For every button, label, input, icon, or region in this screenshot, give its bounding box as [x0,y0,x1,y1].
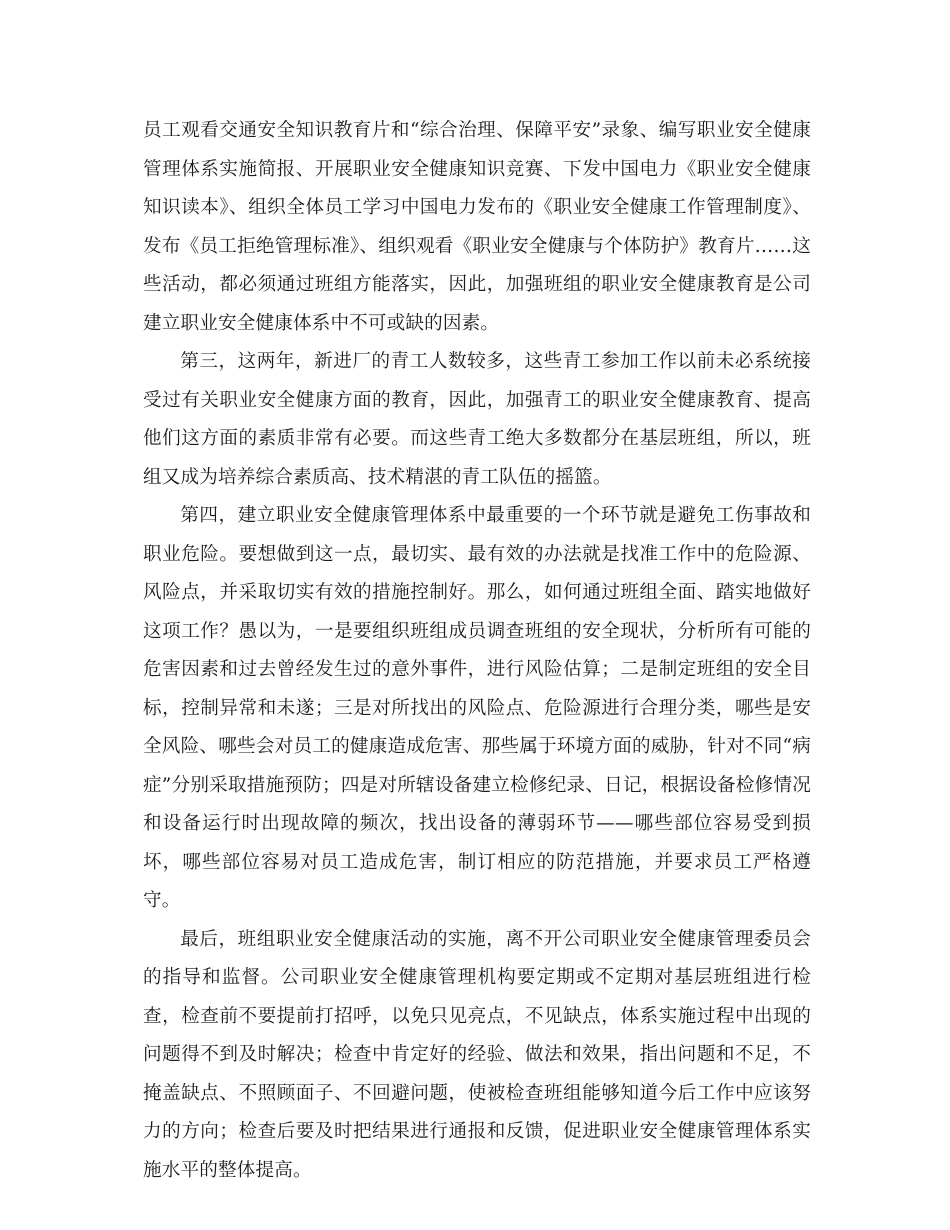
document-body [143,112,811,1190]
paragraph-continued: 员工观看交通安全知识教育片和“综合治理、保障平安”录象、编写职业安全健康管理体系实施简报、开展职业安全健康知识竞赛、下发中国电力《职业安全健康知识读本》、组织全体员工学习中国电力发布的《职业安全健康工作管理制度》、发布《员工拒绝管理标准》、组织观看《职业安全健康与个体防护》教育片……这些活动，都必须通过班组方能落实，因此，加强班组的职业安全健康教育是公司建立职业安全健康体系中不可或缺的因素。 [143,120,811,334]
paragraph-third-point: 第三，这两年，新进厂的青工人数较多，这些青工参加工作以前未必系统接受过有关职业安全健康方面的教育，因此，加强青工的职业安全健康教育、提高他们这方面的素质非常有必要。而这些青工绝大多数都分在基层班组，所以，班组又成为培养综合素质高、技术精湛的青工队伍的摇篮。 [143,351,811,488]
paragraph-fourth-point: 第四，建立职业安全健康管理体系中最重要的一个环节就是避免工伤事故和职业危险。要想做到这一点，最切实、最有效的办法就是找准工作中的危险源、风险点，并采取切实有效的措施控制好。那么，如何通过班组全面、踏实地做好这项工作？愚以为，一是要组织班组成员调查班组的安全现状，分析所有可能的危害因素和过去曾经发生过的意外事件，进行风险估算；二是制定班组的安全目标，控制异常和未遂；三是对所找出的风险点、危险源进行合理分类，哪些是安全风险、哪些会对员工的健康造成危害、那些属于环境方面的威胁，针对不同“病症”分别采取措施预防；四是对所辖设备建立检修纪录、日记，根据设备检修情况和设备运行时出现故障的频次，找出设备的薄弱环节——哪些部位容易受到损坏，哪些部位容易对员工造成危害，制订相应的防范措施，并要求员工严格遵守。 [143,505,811,911]
paragraph-finally: 最后，班组职业安全健康活动的实施，离不开公司职业安全健康管理委员会的指导和监督。公司职业安全健康管理机构要定期或不定期对基层班组进行检查，检查前不要提前打招呼，以免只见亮点，不见缺点，体系实施过程中出现的问题得不到及时解决；检查中肯定好的经验、做法和效果，指出问题和不足，不掩盖缺点、不照顾面子、不回避问题，使被检查班组能够知道今后工作中应该努力的方向；检查后要及时把结果进行通报和反馈，促进职业安全健康管理体系实施水平的整体提高。 [143,928,811,1181]
